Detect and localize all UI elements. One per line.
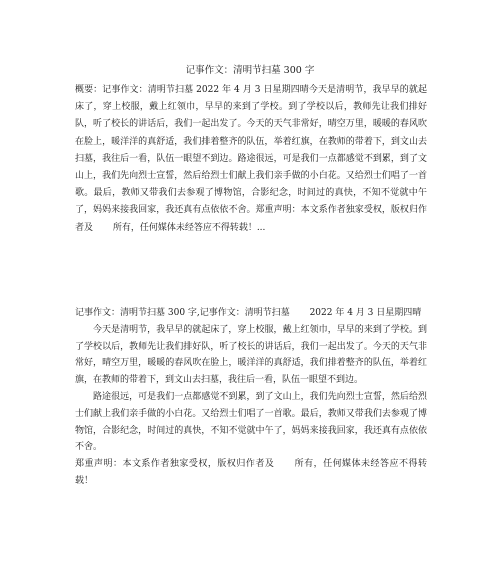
article-paragraph-2: 路途很远，可是我们一点都感觉不到累，到了文山上，我们先向烈士宣誓，然后给烈士们献上我们亲手做的小白花。又给烈士们唱了一首歌。最后，教师又带我们去参观了博物馆，合影纪念，时间过的真快，不知不觉就中午了，妈妈来接我回家，我还真有点依依不舍。 bbox=[75, 391, 427, 453]
article-body bbox=[75, 305, 427, 490]
article-heading bbox=[75, 305, 427, 322]
copyright-statement-text: 郑重声明：本文系作者独家受权，版权归作者及 bbox=[75, 459, 275, 470]
copyright-statement-end: 所有，任何媒体未经答应不得转载！ bbox=[75, 459, 427, 486]
page-title: 记事作文：清明节扫墓 300 字 bbox=[185, 65, 315, 76]
abstract-end-text: 所有，任何媒体未经答应不得转载！... bbox=[112, 222, 266, 233]
article-heading-date: 2022 年 4 月 3 日星期四晴 bbox=[309, 308, 422, 318]
article-heading-left: 记事作文：清明节扫墓 300 字,记事作文：清明节扫墓 bbox=[75, 308, 290, 318]
copyright-statement bbox=[75, 456, 427, 490]
abstract-text: 概要：记事作文：清明节扫墓 2022 年 4 月 3 日星期四晴今天是清明节，我早早的就起床了，穿上校服，戴上红领巾，早早的来到了学校。到了学校以后，教师先让我们排好队，听了校长的讲话后，我们一起出发了。今天的天气非常好，晴空万里，暖暖的春风吹在脸上，暖洋洋的真舒适，我们排着整齐的队伍，举着红旗，在教师的带着下，到文山去扫墓，我往后一看，队伍一眼望不到边。路途很远，可是我们一点都感觉不到累，到了文山上，我们先向烈士宣誓，然后给烈士们献上我们亲手做的小白花。又给烈士们唱了一首歌。最后，教师又带我们去参观了博物馆，合影纪念，时间过的真快，不知不觉就中午了，妈妈来接我回家，我还真有点依依不舍。郑重声明：本文系作者独家受权，版权归作者及 bbox=[75, 85, 427, 233]
abstract-paragraph bbox=[75, 82, 427, 237]
article-paragraph-1: 今天是清明节，我早早的就起床了，穿上校服，戴上红领巾，早早的来到了学校。到了学校以后，教师先让我们排好队，听了校长的讲话后，我们一起出发了。今天的天气非常好，晴空万里，暖暖的春风吹在脸上，暖洋洋的真舒适，我们排着整齐的队伍，举着红旗，在教师的带着下，到文山去扫墓，我往后一看，队伍一眼望不到边。 bbox=[75, 324, 427, 386]
